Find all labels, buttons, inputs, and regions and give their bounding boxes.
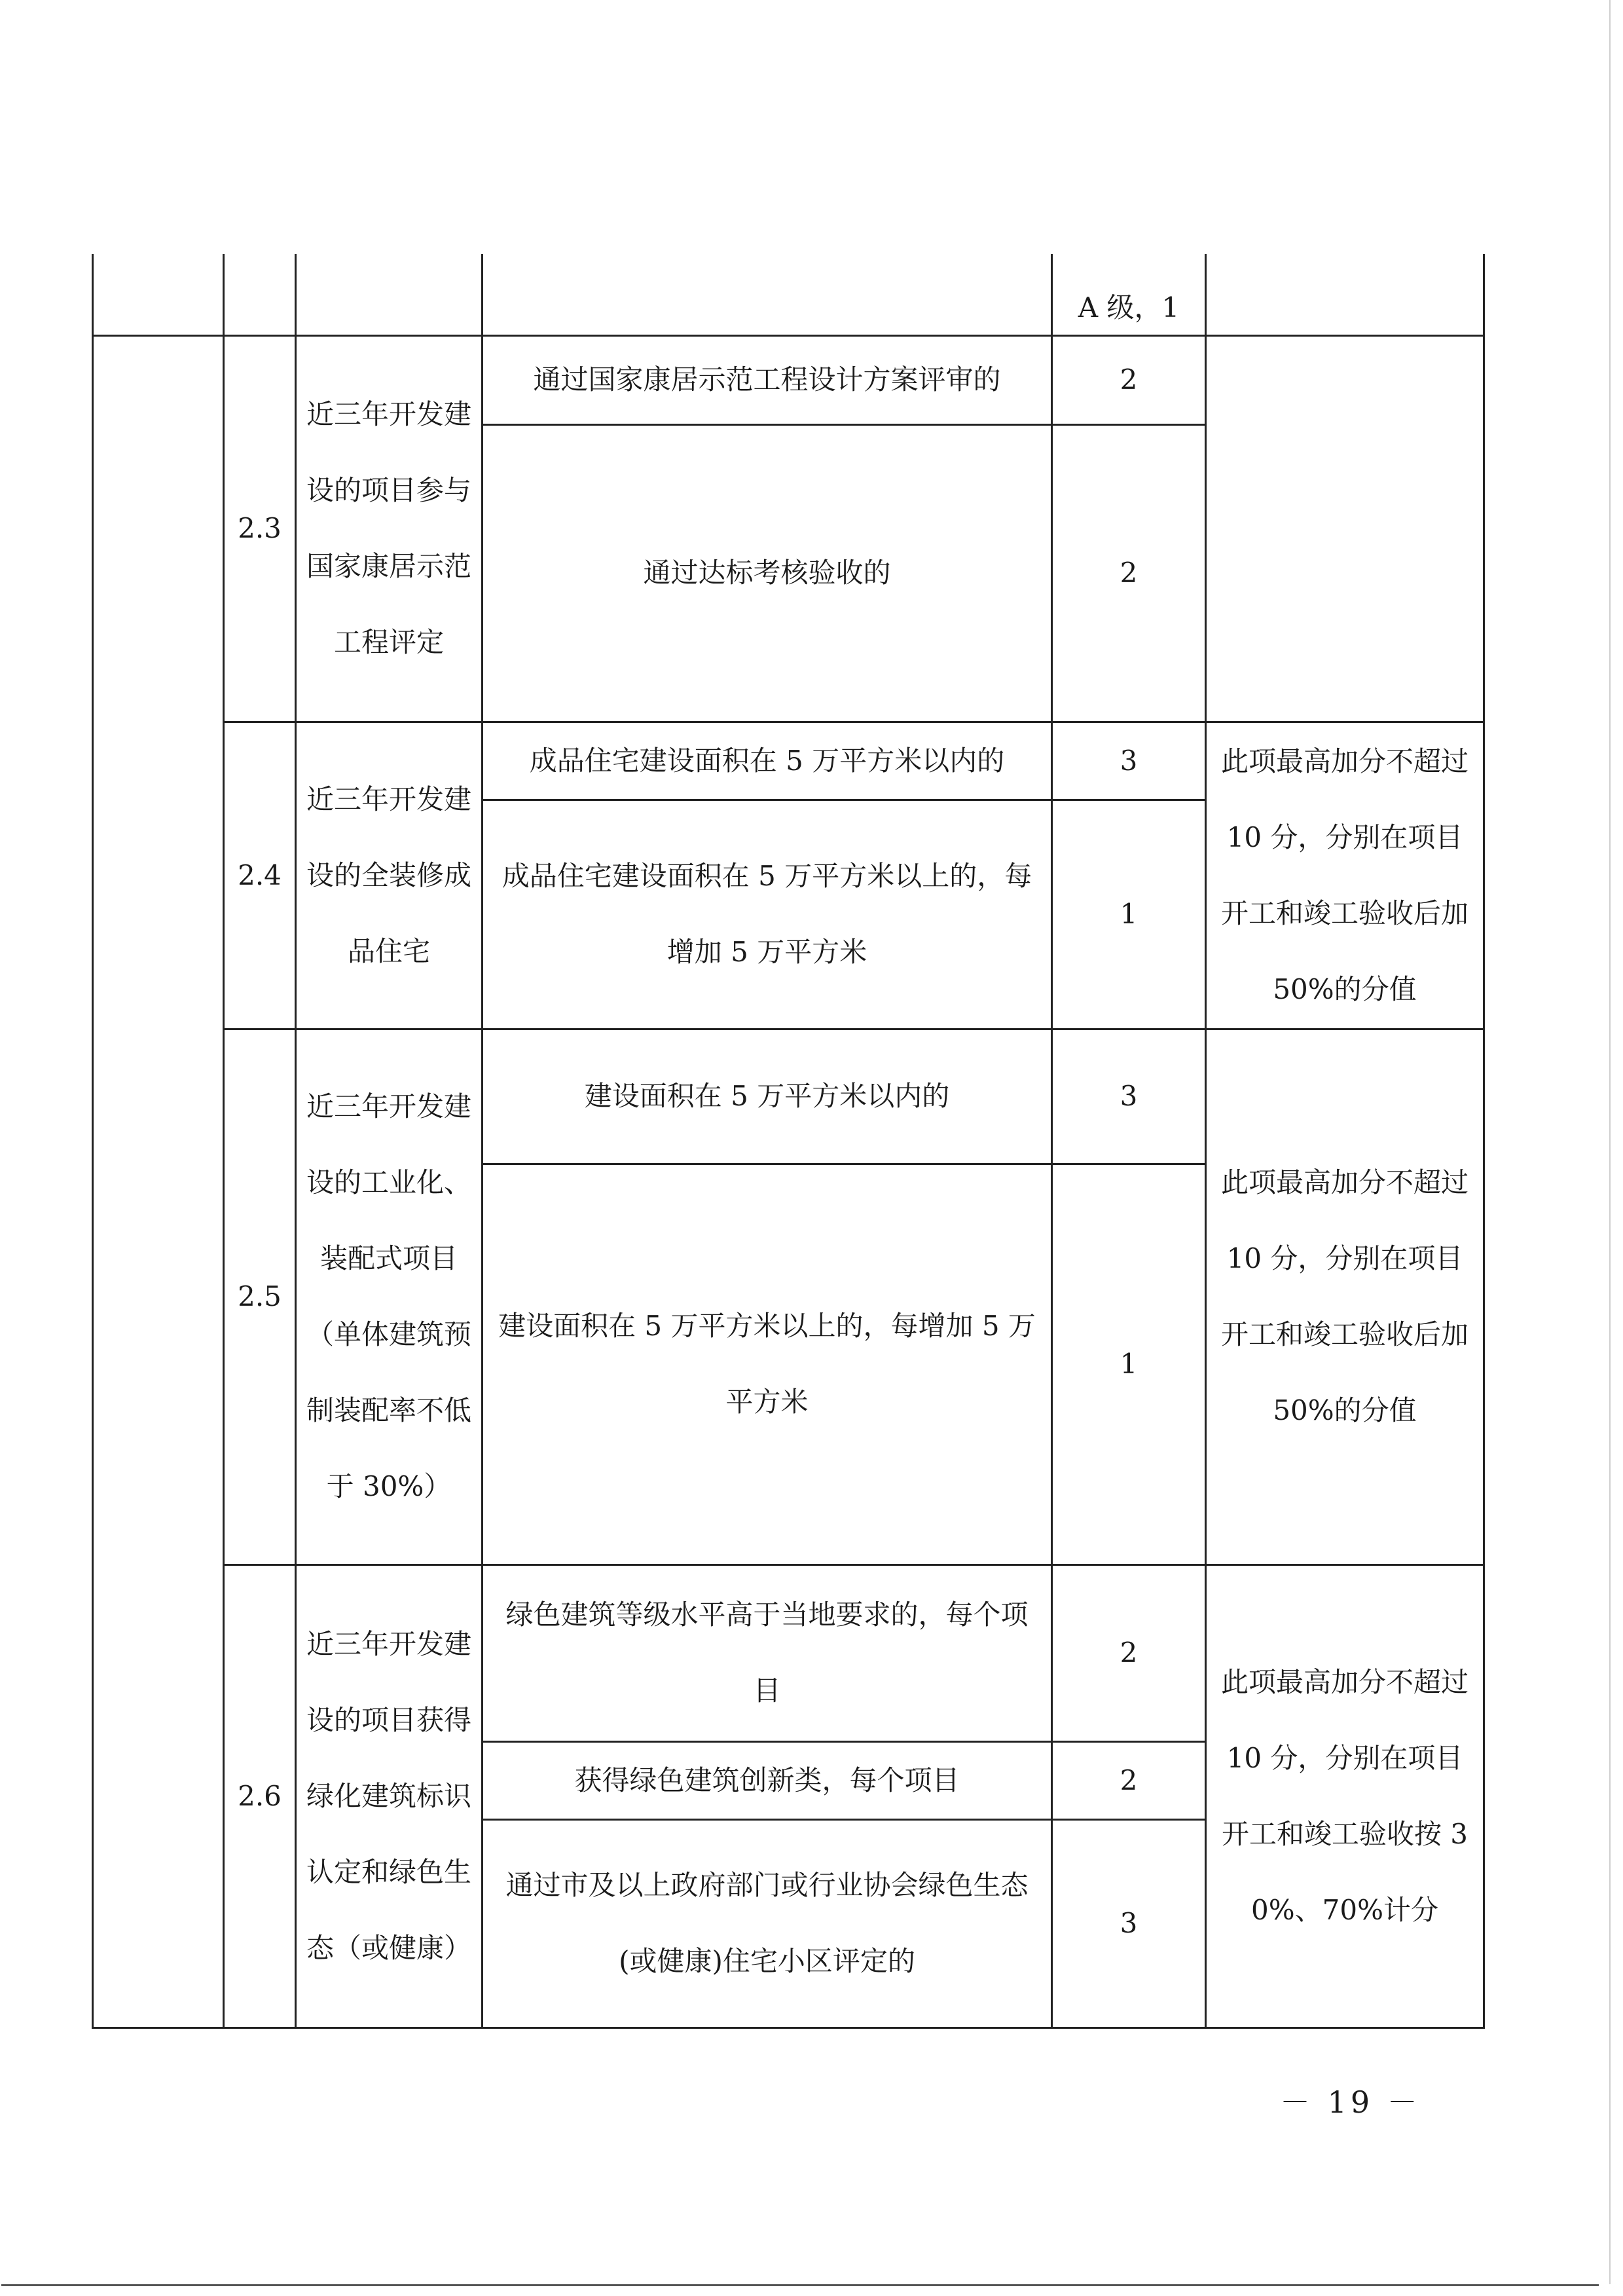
scoring-table <box>92 254 1485 2029</box>
item-name: 近三年开发建设的项目获得绿化建筑标识认定和绿色生态（或健康） <box>296 1565 483 2028</box>
empty-cell <box>93 335 224 2028</box>
item-name: 近三年开发建设的项目参与国家康居示范工程评定 <box>296 335 483 722</box>
criteria-content: 成品住宅建设面积在 5 万平方米以内的 <box>483 722 1052 800</box>
row-number: 2.5 <box>224 1029 296 1565</box>
criteria-content: 绿色建筑等级水平高于当地要求的，每个项目 <box>483 1565 1052 1741</box>
note-cell <box>1206 254 1484 335</box>
row-number: 2.4 <box>224 722 296 1029</box>
criteria-content: 建设面积在 5 万平方米以上的，每增加 5 万平方米 <box>483 1164 1052 1565</box>
score-value: 2 <box>1052 1741 1206 1819</box>
row-number <box>224 254 296 335</box>
criteria-content: 通过国家康居示范工程设计方案评审的 <box>483 335 1052 424</box>
note-cell: 此项最高加分不超过 10 分，分别在项目开工和竣工验收后加 50%的分值 <box>1206 722 1484 1029</box>
scan-edge-line <box>1 2284 1599 2286</box>
item-name: 近三年开发建设的工业化、装配式项目（单体建筑预制装配率不低于 30%） <box>296 1029 483 1565</box>
row-number: 2.6 <box>224 1565 296 2028</box>
score-value: 3 <box>1052 1029 1206 1164</box>
score-value: 2 <box>1052 424 1206 722</box>
table-row <box>93 1565 1484 1741</box>
table-row <box>93 335 1484 424</box>
score-value: 3 <box>1052 1819 1206 2028</box>
note-cell: 此项最高加分不超过 10 分，分别在项目开工和竣工验收后加 50%的分值 <box>1206 1029 1484 1565</box>
table-row <box>93 254 1484 335</box>
table-row <box>93 722 1484 800</box>
score-value: 3 <box>1052 722 1206 800</box>
score-value: A 级，1 <box>1052 254 1206 335</box>
criteria-content <box>483 254 1052 335</box>
item-name: 近三年开发建设的全装修成品住宅 <box>296 722 483 1029</box>
criteria-content: 获得绿色建筑创新类，每个项目 <box>483 1741 1052 1819</box>
note-cell: 此项最高加分不超过 10 分，分别在项目开工和竣工验收按 30%、70%计分 <box>1206 1565 1484 2028</box>
page-number: － 19 － <box>1280 2084 1421 2120</box>
score-value: 1 <box>1052 1164 1206 1565</box>
note-cell <box>1206 335 1484 722</box>
criteria-content: 成品住宅建设面积在 5 万平方米以上的，每增加 5 万平方米 <box>483 800 1052 1029</box>
score-value: 1 <box>1052 800 1206 1029</box>
item-name <box>296 254 483 335</box>
criteria-content: 通过达标考核验收的 <box>483 424 1052 722</box>
scan-edge-line <box>1609 0 1611 2284</box>
criteria-content: 通过市及以上政府部门或行业协会绿色生态(或健康)住宅小区评定的 <box>483 1819 1052 2028</box>
score-value: 2 <box>1052 335 1206 424</box>
empty-cell <box>93 254 224 335</box>
score-value: 2 <box>1052 1565 1206 1741</box>
table-row <box>93 1029 1484 1164</box>
criteria-content: 建设面积在 5 万平方米以内的 <box>483 1029 1052 1164</box>
row-number: 2.3 <box>224 335 296 722</box>
